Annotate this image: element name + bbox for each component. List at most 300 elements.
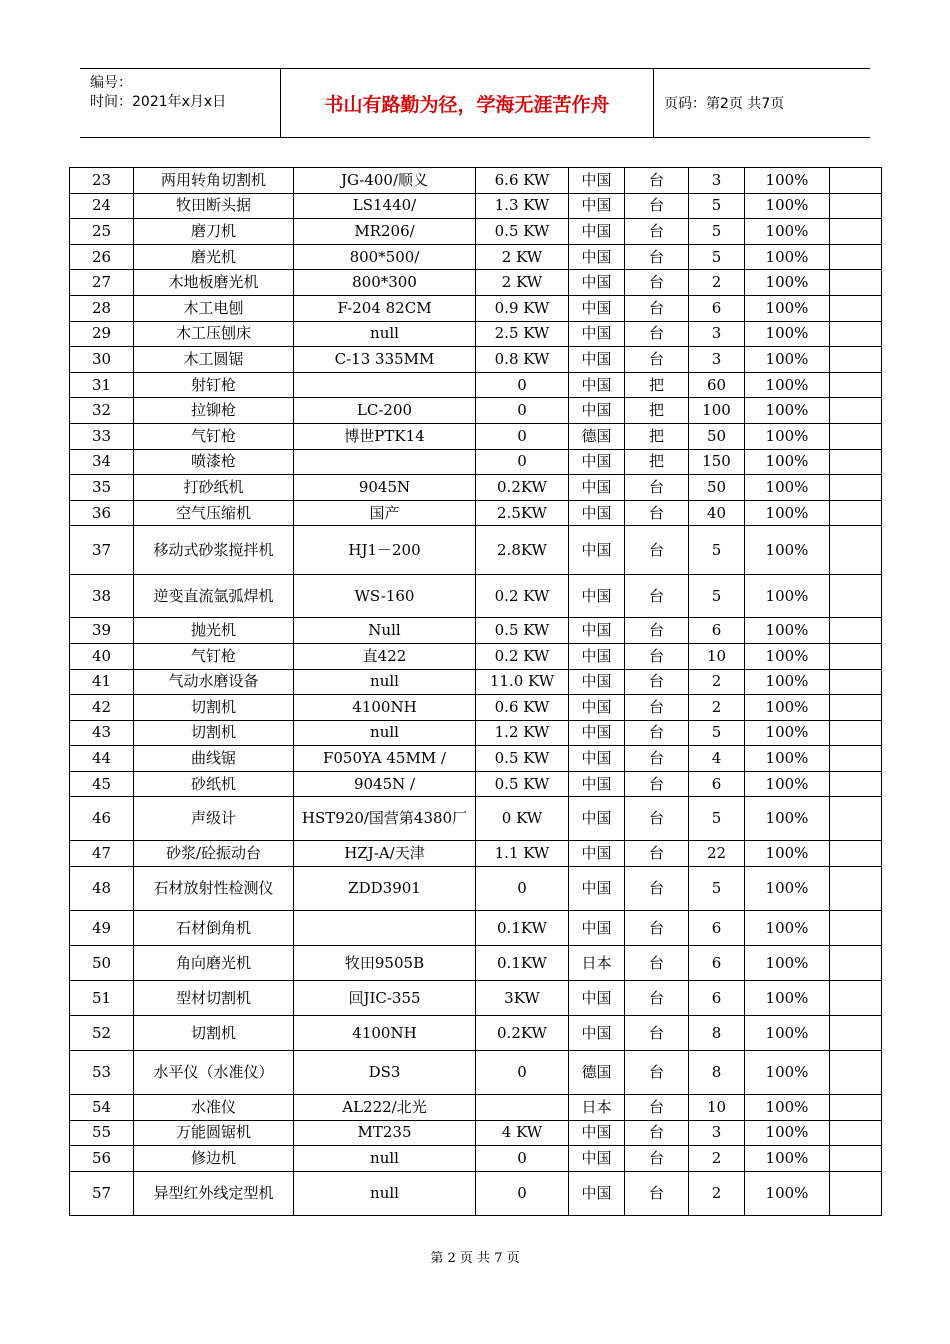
remark-cell xyxy=(830,771,882,797)
quantity-cell: 5 xyxy=(689,219,745,245)
quantity-cell: 2 xyxy=(689,1146,745,1172)
rate-cell: 100% xyxy=(745,797,830,841)
rate-cell: 100% xyxy=(745,720,830,746)
row-number-cell: 36 xyxy=(70,500,134,526)
origin-cell: 中国 xyxy=(569,500,625,526)
table-row xyxy=(70,398,882,424)
row-number-cell: 56 xyxy=(70,1146,134,1172)
origin-cell: 中国 xyxy=(569,526,625,575)
rate-cell: 100% xyxy=(745,867,830,911)
power-cell: 0.8 KW xyxy=(476,347,569,373)
row-number-cell: 52 xyxy=(70,1016,134,1051)
table-row xyxy=(70,575,882,618)
power-cell: 0.5 KW xyxy=(476,219,569,245)
model-spec-cell: F-204 82CM xyxy=(294,295,476,321)
equipment-name-cell: 切割机 xyxy=(134,1016,294,1051)
rate-cell: 100% xyxy=(745,643,830,669)
row-number-cell: 51 xyxy=(70,981,134,1016)
table-row xyxy=(70,797,882,841)
rate-cell: 100% xyxy=(745,1051,830,1095)
remark-cell xyxy=(830,746,882,772)
model-spec-cell: AL222/北光 xyxy=(294,1095,476,1121)
equipment-name-cell: 磨光机 xyxy=(134,244,294,270)
rate-cell: 100% xyxy=(745,526,830,575)
model-spec-cell: 牧田9505B xyxy=(294,946,476,981)
origin-cell: 中国 xyxy=(569,321,625,347)
model-spec-cell: MT235 xyxy=(294,1120,476,1146)
equipment-name-cell: 砂浆/砼振动台 xyxy=(134,841,294,867)
power-cell: 3KW xyxy=(476,981,569,1016)
equipment-name-cell: 射钉枪 xyxy=(134,372,294,398)
row-number-cell: 33 xyxy=(70,423,134,449)
power-cell: 0 xyxy=(476,449,569,475)
quantity-cell: 2 xyxy=(689,270,745,296)
origin-cell: 中国 xyxy=(569,643,625,669)
rate-cell: 100% xyxy=(745,372,830,398)
power-cell xyxy=(476,1095,569,1121)
quantity-cell: 3 xyxy=(689,347,745,373)
remark-cell xyxy=(830,219,882,245)
rate-cell: 100% xyxy=(745,398,830,424)
origin-cell: 中国 xyxy=(569,219,625,245)
row-number-cell: 49 xyxy=(70,911,134,946)
quantity-cell: 10 xyxy=(689,1095,745,1121)
row-number-cell: 28 xyxy=(70,295,134,321)
remark-cell xyxy=(830,1016,882,1051)
power-cell: 0 xyxy=(476,398,569,424)
model-spec-cell: DS3 xyxy=(294,1051,476,1095)
unit-cell: 把 xyxy=(625,423,689,449)
row-number-cell: 32 xyxy=(70,398,134,424)
model-spec-cell xyxy=(294,449,476,475)
rate-cell: 100% xyxy=(745,669,830,695)
unit-cell: 台 xyxy=(625,168,689,194)
power-cell: 0 xyxy=(476,1051,569,1095)
rate-cell: 100% xyxy=(745,746,830,772)
header-page-code: 页码：第2页 共7页 xyxy=(664,96,785,112)
unit-cell: 台 xyxy=(625,695,689,721)
origin-cell: 中国 xyxy=(569,695,625,721)
unit-cell: 台 xyxy=(625,500,689,526)
equipment-name-cell: 砂纸机 xyxy=(134,771,294,797)
rate-cell: 100% xyxy=(745,1146,830,1172)
model-spec-cell: null xyxy=(294,669,476,695)
rate-cell: 100% xyxy=(745,295,830,321)
row-number-cell: 35 xyxy=(70,475,134,501)
power-cell: 0 KW xyxy=(476,797,569,841)
equipment-name-cell: 水平仪（水准仪） xyxy=(134,1051,294,1095)
row-number-cell: 50 xyxy=(70,946,134,981)
rate-cell: 100% xyxy=(745,193,830,219)
model-spec-cell: null xyxy=(294,1146,476,1172)
origin-cell: 中国 xyxy=(569,449,625,475)
unit-cell: 台 xyxy=(625,526,689,575)
unit-cell: 台 xyxy=(625,575,689,618)
quantity-cell: 50 xyxy=(689,423,745,449)
rate-cell: 100% xyxy=(745,270,830,296)
power-cell: 2 KW xyxy=(476,244,569,270)
page-footer: 第 2 页 共 7 页 xyxy=(430,1251,520,1266)
table-row xyxy=(70,746,882,772)
equipment-name-cell: 牧田断头据 xyxy=(134,193,294,219)
remark-cell xyxy=(830,193,882,219)
remark-cell xyxy=(830,669,882,695)
row-number-cell: 45 xyxy=(70,771,134,797)
rate-cell: 100% xyxy=(745,911,830,946)
rate-cell: 100% xyxy=(745,219,830,245)
remark-cell xyxy=(830,695,882,721)
quantity-cell: 3 xyxy=(689,1120,745,1146)
origin-cell: 日本 xyxy=(569,1095,625,1121)
row-number-cell: 27 xyxy=(70,270,134,296)
origin-cell: 中国 xyxy=(569,193,625,219)
model-spec-cell: Null xyxy=(294,618,476,644)
unit-cell: 台 xyxy=(625,347,689,373)
power-cell: 0.5 KW xyxy=(476,771,569,797)
power-cell: 0.2KW xyxy=(476,475,569,501)
model-spec-cell: 800*300 xyxy=(294,270,476,296)
row-number-cell: 26 xyxy=(70,244,134,270)
rate-cell: 100% xyxy=(745,168,830,194)
origin-cell: 中国 xyxy=(569,771,625,797)
power-cell: 0.9 KW xyxy=(476,295,569,321)
unit-cell: 台 xyxy=(625,841,689,867)
origin-cell: 中国 xyxy=(569,1171,625,1215)
power-cell: 2 KW xyxy=(476,270,569,296)
equipment-name-cell: 抛光机 xyxy=(134,618,294,644)
rate-cell: 100% xyxy=(745,841,830,867)
equipment-name-cell: 曲线锯 xyxy=(134,746,294,772)
origin-cell: 中国 xyxy=(569,981,625,1016)
model-spec-cell: 800*500/ xyxy=(294,244,476,270)
table-row xyxy=(70,168,882,194)
quantity-cell: 150 xyxy=(689,449,745,475)
page-header xyxy=(80,68,870,138)
remark-cell xyxy=(830,575,882,618)
origin-cell: 中国 xyxy=(569,347,625,373)
remark-cell xyxy=(830,1171,882,1215)
model-spec-cell: JG-400/顺义 xyxy=(294,168,476,194)
power-cell: 2.5KW xyxy=(476,500,569,526)
equipment-name-cell: 石材放射性检测仪 xyxy=(134,867,294,911)
table-row xyxy=(70,295,882,321)
table-row xyxy=(70,946,882,981)
quantity-cell: 6 xyxy=(689,911,745,946)
unit-cell: 把 xyxy=(625,449,689,475)
row-number-cell: 57 xyxy=(70,1171,134,1215)
remark-cell xyxy=(830,244,882,270)
power-cell: 0 xyxy=(476,423,569,449)
row-number-cell: 55 xyxy=(70,1120,134,1146)
equipment-name-cell: 型材切割机 xyxy=(134,981,294,1016)
table-row xyxy=(70,526,882,575)
quantity-cell: 8 xyxy=(689,1051,745,1095)
model-spec-cell: null xyxy=(294,720,476,746)
power-cell: 0.2KW xyxy=(476,1016,569,1051)
power-cell: 0.2 KW xyxy=(476,643,569,669)
row-number-cell: 53 xyxy=(70,1051,134,1095)
unit-cell: 台 xyxy=(625,746,689,772)
row-number-cell: 43 xyxy=(70,720,134,746)
quantity-cell: 60 xyxy=(689,372,745,398)
power-cell: 0.1KW xyxy=(476,946,569,981)
remark-cell xyxy=(830,841,882,867)
remark-cell xyxy=(830,526,882,575)
table-row xyxy=(70,1016,882,1051)
model-spec-cell: HZJ-A/天津 xyxy=(294,841,476,867)
equipment-name-cell: 修边机 xyxy=(134,1146,294,1172)
unit-cell: 台 xyxy=(625,643,689,669)
model-spec-cell: ZDD3901 xyxy=(294,867,476,911)
remark-cell xyxy=(830,398,882,424)
unit-cell: 台 xyxy=(625,475,689,501)
quantity-cell: 5 xyxy=(689,575,745,618)
rate-cell: 100% xyxy=(745,423,830,449)
origin-cell: 中国 xyxy=(569,746,625,772)
table-row xyxy=(70,841,882,867)
table-row xyxy=(70,695,882,721)
row-number-cell: 48 xyxy=(70,867,134,911)
power-cell: 0 xyxy=(476,867,569,911)
table-row xyxy=(70,867,882,911)
unit-cell: 台 xyxy=(625,1171,689,1215)
remark-cell xyxy=(830,946,882,981)
equipment-name-cell: 喷漆枪 xyxy=(134,449,294,475)
quantity-cell: 5 xyxy=(689,193,745,219)
row-number-cell: 30 xyxy=(70,347,134,373)
quantity-cell: 3 xyxy=(689,168,745,194)
rate-cell: 100% xyxy=(745,695,830,721)
power-cell: 0.1KW xyxy=(476,911,569,946)
unit-cell: 台 xyxy=(625,618,689,644)
origin-cell: 中国 xyxy=(569,841,625,867)
equipment-name-cell: 气钉枪 xyxy=(134,643,294,669)
origin-cell: 中国 xyxy=(569,244,625,270)
model-spec-cell: WS-160 xyxy=(294,575,476,618)
table-row xyxy=(70,244,882,270)
power-cell: 0.2 KW xyxy=(476,575,569,618)
equipment-table xyxy=(69,167,882,1216)
header-meta xyxy=(80,69,281,137)
table-row xyxy=(70,193,882,219)
row-number-cell: 34 xyxy=(70,449,134,475)
unit-cell: 台 xyxy=(625,1051,689,1095)
quantity-cell: 5 xyxy=(689,720,745,746)
quantity-cell: 5 xyxy=(689,526,745,575)
power-cell: 0 xyxy=(476,1146,569,1172)
remark-cell xyxy=(830,423,882,449)
row-number-cell: 31 xyxy=(70,372,134,398)
equipment-name-cell: 拉铆枪 xyxy=(134,398,294,424)
quantity-cell: 3 xyxy=(689,321,745,347)
equipment-name-cell: 打砂纸机 xyxy=(134,475,294,501)
rate-cell: 100% xyxy=(745,244,830,270)
remark-cell xyxy=(830,643,882,669)
remark-cell xyxy=(830,797,882,841)
row-number-cell: 40 xyxy=(70,643,134,669)
quantity-cell: 5 xyxy=(689,797,745,841)
equipment-name-cell: 切割机 xyxy=(134,695,294,721)
origin-cell: 中国 xyxy=(569,1120,625,1146)
remark-cell xyxy=(830,321,882,347)
model-spec-cell: 9045N xyxy=(294,475,476,501)
table-row xyxy=(70,475,882,501)
unit-cell: 台 xyxy=(625,946,689,981)
origin-cell: 中国 xyxy=(569,911,625,946)
quantity-cell: 4 xyxy=(689,746,745,772)
power-cell: 6.6 KW xyxy=(476,168,569,194)
time-label: 时间：2021年x月x日 xyxy=(90,94,227,110)
row-number-cell: 54 xyxy=(70,1095,134,1121)
equipment-name-cell: 气钉枪 xyxy=(134,423,294,449)
header-motto: 书山有路勤为径，学海无涯苦作舟 xyxy=(281,69,654,137)
unit-cell: 台 xyxy=(625,911,689,946)
power-cell: 1.1 KW xyxy=(476,841,569,867)
rate-cell: 100% xyxy=(745,618,830,644)
origin-cell: 中国 xyxy=(569,372,625,398)
origin-cell: 中国 xyxy=(569,1016,625,1051)
rate-cell: 100% xyxy=(745,1016,830,1051)
quantity-cell: 40 xyxy=(689,500,745,526)
unit-cell: 台 xyxy=(625,771,689,797)
table-row xyxy=(70,669,882,695)
quantity-cell: 2 xyxy=(689,669,745,695)
number-label: 编号： xyxy=(90,75,132,91)
table-row xyxy=(70,321,882,347)
remark-cell xyxy=(830,449,882,475)
model-spec-cell: 博世PTK14 xyxy=(294,423,476,449)
remark-cell xyxy=(830,372,882,398)
power-cell: 0.6 KW xyxy=(476,695,569,721)
model-spec-cell xyxy=(294,372,476,398)
quantity-cell: 6 xyxy=(689,771,745,797)
model-spec-cell: 4100NH xyxy=(294,695,476,721)
power-cell: 4 KW xyxy=(476,1120,569,1146)
remark-cell xyxy=(830,168,882,194)
origin-cell: 中国 xyxy=(569,168,625,194)
power-cell: 2.8KW xyxy=(476,526,569,575)
remark-cell xyxy=(830,1095,882,1121)
quantity-cell: 6 xyxy=(689,295,745,321)
remark-cell xyxy=(830,295,882,321)
remark-cell xyxy=(830,270,882,296)
model-spec-cell: HJ1－200 xyxy=(294,526,476,575)
equipment-name-cell: 石材倒角机 xyxy=(134,911,294,946)
model-spec-cell: null xyxy=(294,1171,476,1215)
rate-cell: 100% xyxy=(745,981,830,1016)
quantity-cell: 100 xyxy=(689,398,745,424)
remark-cell xyxy=(830,500,882,526)
unit-cell: 把 xyxy=(625,398,689,424)
model-spec-cell: 直422 xyxy=(294,643,476,669)
equipment-name-cell: 切割机 xyxy=(134,720,294,746)
quantity-cell: 5 xyxy=(689,867,745,911)
quantity-cell: 22 xyxy=(689,841,745,867)
power-cell: 2.5 KW xyxy=(476,321,569,347)
equipment-name-cell: 移动式砂浆搅拌机 xyxy=(134,526,294,575)
origin-cell: 中国 xyxy=(569,669,625,695)
quantity-cell: 6 xyxy=(689,946,745,981)
unit-cell: 台 xyxy=(625,193,689,219)
unit-cell: 台 xyxy=(625,1095,689,1121)
unit-cell: 台 xyxy=(625,219,689,245)
table-row xyxy=(70,981,882,1016)
row-number-cell: 23 xyxy=(70,168,134,194)
equipment-name-cell: 磨刀机 xyxy=(134,219,294,245)
row-number-cell: 25 xyxy=(70,219,134,245)
power-cell: 0.5 KW xyxy=(476,746,569,772)
remark-cell xyxy=(830,981,882,1016)
rate-cell: 100% xyxy=(745,475,830,501)
remark-cell xyxy=(830,1120,882,1146)
model-spec-cell xyxy=(294,911,476,946)
model-spec-cell: F050YA 45MM / xyxy=(294,746,476,772)
quantity-cell: 2 xyxy=(689,1171,745,1215)
table-row xyxy=(70,219,882,245)
unit-cell: 台 xyxy=(625,867,689,911)
rate-cell: 100% xyxy=(745,449,830,475)
row-number-cell: 47 xyxy=(70,841,134,867)
remark-cell xyxy=(830,720,882,746)
origin-cell: 中国 xyxy=(569,295,625,321)
origin-cell: 中国 xyxy=(569,475,625,501)
row-number-cell: 38 xyxy=(70,575,134,618)
power-cell: 0.5 KW xyxy=(476,618,569,644)
remark-cell xyxy=(830,347,882,373)
power-cell: 11.0 KW xyxy=(476,669,569,695)
equipment-name-cell: 声级计 xyxy=(134,797,294,841)
equipment-name-cell: 木地板磨光机 xyxy=(134,270,294,296)
unit-cell: 台 xyxy=(625,1146,689,1172)
model-spec-cell: MR206/ xyxy=(294,219,476,245)
table-row xyxy=(70,449,882,475)
row-number-cell: 46 xyxy=(70,797,134,841)
rate-cell: 100% xyxy=(745,946,830,981)
table-row xyxy=(70,372,882,398)
model-spec-cell: LS1440/ xyxy=(294,193,476,219)
unit-cell: 把 xyxy=(625,372,689,398)
origin-cell: 德国 xyxy=(569,1051,625,1095)
equipment-name-cell: 异型红外线定型机 xyxy=(134,1171,294,1215)
origin-cell: 日本 xyxy=(569,946,625,981)
model-spec-cell: 9045N / xyxy=(294,771,476,797)
rate-cell: 100% xyxy=(745,500,830,526)
table-row xyxy=(70,911,882,946)
row-number-cell: 37 xyxy=(70,526,134,575)
quantity-cell: 6 xyxy=(689,618,745,644)
unit-cell: 台 xyxy=(625,1016,689,1051)
origin-cell: 中国 xyxy=(569,270,625,296)
unit-cell: 台 xyxy=(625,321,689,347)
equipment-name-cell: 木工压刨床 xyxy=(134,321,294,347)
unit-cell: 台 xyxy=(625,669,689,695)
model-spec-cell: LC-200 xyxy=(294,398,476,424)
table-row xyxy=(70,500,882,526)
origin-cell: 中国 xyxy=(569,797,625,841)
table-row xyxy=(70,347,882,373)
table-row xyxy=(70,643,882,669)
equipment-name-cell: 逆变直流氩弧焊机 xyxy=(134,575,294,618)
row-number-cell: 44 xyxy=(70,746,134,772)
equipment-name-cell: 两用转角切割机 xyxy=(134,168,294,194)
model-spec-cell: null xyxy=(294,321,476,347)
row-number-cell: 42 xyxy=(70,695,134,721)
row-number-cell: 24 xyxy=(70,193,134,219)
unit-cell: 台 xyxy=(625,981,689,1016)
table-row xyxy=(70,1051,882,1095)
equipment-name-cell: 水准仪 xyxy=(134,1095,294,1121)
model-spec-cell: 回JIC-355 xyxy=(294,981,476,1016)
